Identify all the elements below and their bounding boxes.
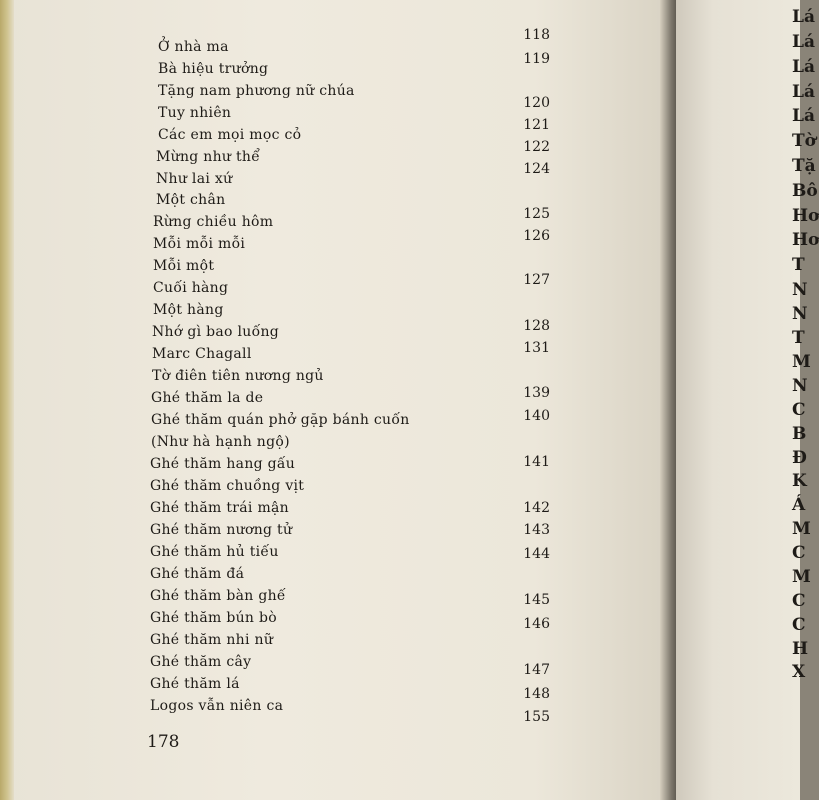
- right-page-fragment: N: [792, 304, 808, 324]
- right-page-fragment: M: [792, 352, 811, 372]
- right-page-fragment: Hơ: [792, 206, 819, 226]
- right-page-fragment: Lá: [792, 57, 815, 77]
- right-page-fragment: M: [792, 519, 811, 539]
- page-number: 148: [523, 686, 550, 702]
- toc-entry: Ở nhà ma: [158, 39, 229, 55]
- right-page-fragment: N: [792, 376, 808, 396]
- right-page-fragment: Bô: [792, 181, 818, 201]
- toc-entry: Các em mọi mọc cỏ: [158, 127, 302, 143]
- toc-entry: Ghé thăm bún bò: [150, 610, 277, 626]
- right-page-fragment: Lá: [792, 106, 815, 126]
- page-number: 120: [523, 95, 550, 111]
- right-page-fragment: C: [792, 615, 806, 635]
- toc-entry: Ghé thăm lá: [150, 676, 240, 692]
- right-page-fragment: C: [792, 400, 806, 420]
- page-number: 155: [523, 709, 550, 725]
- toc-entry: Ghé thăm nương tử: [150, 522, 293, 538]
- toc-entry: Bà hiệu trưởng: [158, 61, 269, 77]
- toc-entry: Ghé thăm bàn ghế: [150, 588, 286, 604]
- right-page-fragment: Đ: [792, 448, 807, 468]
- toc-entry: Ghé thăm la de: [151, 390, 264, 406]
- right-page-fragment: H: [792, 639, 809, 659]
- toc-entry: Mừng như thể: [156, 149, 261, 165]
- right-page-fragment: Lá: [792, 7, 815, 27]
- page-number: 145: [523, 592, 550, 608]
- toc-entry: Rừng chiều hôm: [153, 214, 274, 230]
- toc-entry: Ghé thăm quán phở gặp bánh cuốn: [151, 412, 410, 428]
- toc-entry: Ghé thăm đá: [150, 566, 245, 582]
- page-number: 131: [523, 340, 550, 356]
- right-page: [676, 0, 819, 800]
- right-page-fragment: Lá: [792, 82, 815, 102]
- right-page-fragment: Tặ: [792, 156, 816, 176]
- toc-entry: Ghé thăm cây: [150, 654, 252, 670]
- toc-entry: Tuy nhiên: [158, 105, 232, 121]
- toc-entry: Mỗi một: [153, 258, 215, 274]
- page-number: 143: [523, 522, 550, 538]
- toc-entry: Ghé thăm hủ tiếu: [150, 544, 279, 560]
- right-page-fragment: N: [792, 280, 808, 300]
- toc-entry: Marc Chagall: [152, 346, 252, 362]
- right-page-fragment: C: [792, 543, 806, 563]
- page-number: 147: [523, 662, 550, 678]
- toc-entry: Ghé thăm nhi nữ: [150, 632, 274, 648]
- page-number: 144: [523, 546, 550, 562]
- toc-entry: Tờ điên tiên nương ngủ: [152, 368, 324, 384]
- toc-entry: Logos vẫn niên ca: [150, 698, 284, 714]
- toc-entry: Một chân: [156, 192, 226, 208]
- right-page-fragment: M: [792, 567, 811, 587]
- toc-entry: Mỗi mỗi mỗi: [153, 236, 246, 252]
- page-number: 124: [523, 161, 550, 177]
- page-number: 126: [523, 228, 550, 244]
- page-number: 139: [523, 385, 550, 401]
- toc-entry: Ghé thăm hang gấu: [150, 456, 296, 472]
- toc-entry: (Như hà hạnh ngộ): [151, 434, 290, 450]
- page-number: 128: [523, 318, 550, 334]
- toc-entry: Ghé thăm chuồng vịt: [150, 478, 305, 494]
- toc-entry: Nhớ gì bao luống: [152, 324, 280, 340]
- page-number: 125: [523, 206, 550, 222]
- page-number: 118: [523, 27, 550, 43]
- page-number: 119: [523, 51, 550, 67]
- folio-page-number: 178: [147, 732, 180, 752]
- page-number: 121: [523, 117, 550, 133]
- right-page-fragment: T: [792, 255, 805, 275]
- right-page-fragment: Lá: [792, 32, 815, 52]
- right-page-fragment: B: [792, 424, 807, 444]
- toc-entry: Như lai xứ: [156, 171, 233, 187]
- toc-entry: Cuối hàng: [153, 280, 229, 296]
- right-page-fragment: X: [792, 662, 806, 682]
- page-number: 146: [523, 616, 550, 632]
- toc-entry: Tặng nam phương nữ chúa: [158, 83, 355, 99]
- right-page-fragment: Hơ: [792, 230, 819, 250]
- toc-entry: Ghé thăm trái mận: [150, 500, 289, 516]
- page-number: 142: [523, 500, 550, 516]
- right-page-fragment: T: [792, 328, 805, 348]
- right-page-fragment: K: [792, 471, 807, 491]
- right-page-fragment: C: [792, 591, 806, 611]
- page-number: 140: [523, 408, 550, 424]
- page-number: 141: [523, 454, 550, 470]
- page-number: 127: [523, 272, 550, 288]
- toc-entry: Một hàng: [153, 302, 224, 318]
- page-edge: [0, 0, 14, 800]
- right-page-fragment: Á: [792, 495, 806, 515]
- right-page-fragment: Tờ: [792, 131, 816, 151]
- page-number: 122: [523, 139, 550, 155]
